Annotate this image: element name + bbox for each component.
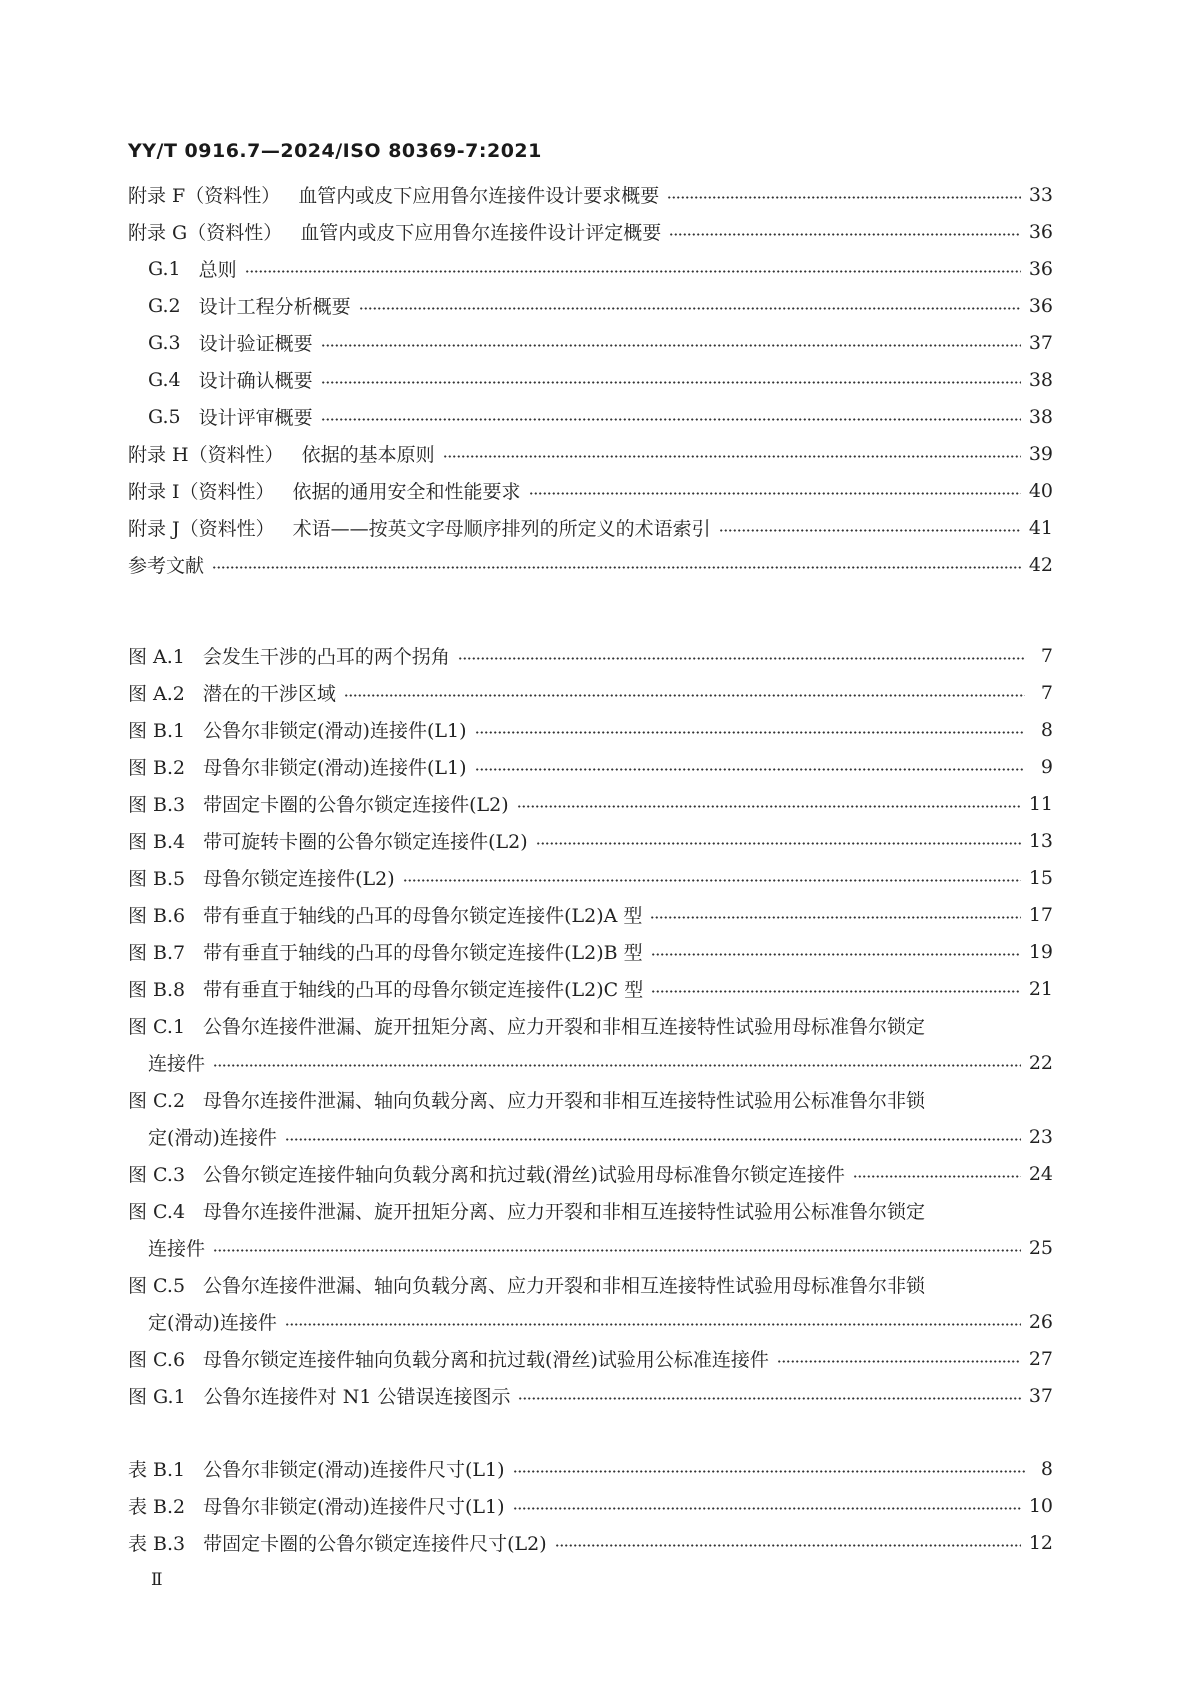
leader-dots — [513, 1470, 1026, 1473]
toc-entry-number: G.2 — [148, 294, 181, 317]
toc-entry-number: 图 C.5 — [128, 1275, 186, 1297]
toc-entry-number: 附录 H（资料性） — [128, 444, 284, 466]
toc-entry-page: 36 — [1028, 294, 1053, 317]
toc-entry-number: 图 B.1 — [128, 720, 186, 742]
toc-entry[interactable] — [128, 711, 1053, 748]
toc-entry-number: 图 C.1 — [128, 1016, 186, 1038]
toc-entry-number: G.4 — [148, 368, 181, 391]
toc-entry[interactable] — [128, 1081, 1053, 1155]
toc-entry-number: 表 B.2 — [128, 1496, 186, 1518]
toc-entry[interactable] — [128, 933, 1053, 970]
toc-entry-page: 38 — [1028, 405, 1053, 428]
toc-entry[interactable] — [128, 748, 1053, 785]
toc-entry-title: 公鲁尔非锁定(滑动)连接件(L1) — [203, 720, 467, 742]
toc-entry-title: 带固定卡圈的公鲁尔锁定连接件(L2) — [203, 794, 509, 816]
toc-entry-title: 会发生干涉的凸耳的两个拐角 — [202, 646, 450, 668]
footer-page-number: Ⅱ — [151, 1570, 163, 1590]
toc-annex-section — [128, 176, 1053, 583]
toc-entry-title: 设计确认概要 — [198, 370, 313, 392]
toc-entry-page: 42 — [1028, 553, 1053, 576]
toc-entry-title: 带有垂直于轴线的凸耳的母鲁尔锁定连接件(L2)C 型 — [203, 979, 644, 1001]
toc-entry-number: 图 B.5 — [128, 868, 186, 890]
toc-entry-page: 8 — [1040, 718, 1053, 741]
toc-entry-page: 33 — [1028, 183, 1053, 206]
toc-entry[interactable] — [128, 398, 1053, 435]
toc-entry[interactable] — [128, 1007, 1053, 1081]
toc-entry[interactable] — [128, 896, 1053, 933]
toc-entry[interactable] — [128, 361, 1053, 398]
leader-dots — [403, 879, 1021, 882]
toc-entry-page: 13 — [1028, 829, 1053, 852]
toc-entry-page: 25 — [1028, 1236, 1053, 1259]
toc-entry-page: 36 — [1028, 257, 1053, 280]
toc-entry[interactable] — [128, 287, 1053, 324]
toc-entry-title-continued: 定(滑动)连接件 — [148, 1312, 277, 1334]
leader-dots — [667, 196, 1021, 199]
leader-dots — [285, 1323, 1021, 1326]
toc-entry-page: 39 — [1028, 442, 1053, 465]
toc-entry[interactable] — [128, 1266, 1053, 1340]
toc-entry[interactable] — [128, 509, 1053, 546]
toc-entry-title: 母鲁尔非锁定(滑动)连接件尺寸(L1) — [203, 1496, 505, 1518]
leader-dots — [475, 731, 1026, 734]
toc-entry[interactable] — [128, 859, 1053, 896]
leader-dots — [475, 768, 1026, 771]
leader-dots — [853, 1175, 1021, 1178]
toc-entry-title-continued: 连接件 — [148, 1238, 206, 1260]
toc-entry-page: 10 — [1028, 1494, 1053, 1517]
leader-dots — [245, 270, 1021, 273]
leader-dots — [285, 1138, 1021, 1141]
toc-entry-page: 26 — [1028, 1310, 1053, 1333]
toc-entry-page: 27 — [1028, 1347, 1053, 1370]
toc-entry-number: 图 A.2 — [128, 683, 185, 705]
toc-entry-number: 附录 I（资料性） — [128, 481, 275, 503]
toc-entry-title: 带固定卡圈的公鲁尔锁定连接件尺寸(L2) — [203, 1533, 547, 1555]
toc-entry-number: 图 B.4 — [128, 831, 186, 853]
toc-entry-number: 附录 G（资料性） — [128, 222, 283, 244]
toc-entry[interactable] — [128, 970, 1053, 1007]
toc-entry-page: 7 — [1040, 681, 1053, 704]
toc-entry-page: 9 — [1040, 755, 1053, 778]
toc-entry-title: 总则 — [198, 259, 237, 281]
toc-table-section — [128, 1450, 1053, 1561]
toc-entry-number: 图 G.1 — [128, 1386, 186, 1408]
leader-dots — [555, 1544, 1021, 1547]
toc-entry-title: 依据的通用安全和性能要求 — [292, 481, 521, 503]
toc-entry-number: 表 B.3 — [128, 1533, 186, 1555]
toc-entry[interactable] — [128, 1155, 1053, 1192]
toc-entry-page: 41 — [1028, 516, 1053, 539]
toc-entry[interactable] — [128, 1524, 1053, 1561]
toc-entry-title: 血管内或皮下应用鲁尔连接件设计评定概要 — [300, 222, 662, 244]
leader-dots — [359, 307, 1021, 310]
toc-entry-number: G.5 — [148, 405, 181, 428]
toc-entry-page: 24 — [1028, 1162, 1053, 1185]
toc-entry[interactable] — [128, 1192, 1053, 1266]
leader-dots — [777, 1360, 1021, 1363]
toc-entry-title: 设计工程分析概要 — [198, 296, 351, 318]
leader-dots — [321, 418, 1021, 421]
toc-entry-page: 21 — [1028, 977, 1053, 1000]
toc-entry-title: 母鲁尔连接件泄漏、轴向负载分离、应力开裂和非相互连接特性试验用公标准鲁尔非锁 — [203, 1090, 926, 1112]
toc-figure-section — [128, 637, 1053, 1414]
leader-dots — [321, 344, 1021, 347]
toc-entry-page: 22 — [1028, 1051, 1053, 1074]
toc-entry-page: 36 — [1028, 220, 1053, 243]
toc-entry-page: 15 — [1028, 866, 1053, 889]
toc-entry-number: 图 C.3 — [128, 1164, 186, 1186]
leader-dots — [669, 233, 1021, 236]
toc-entry-title-continued: 连接件 — [148, 1053, 206, 1075]
toc-entry-number: G.1 — [148, 257, 181, 280]
leader-dots — [321, 381, 1021, 384]
leader-dots — [518, 1397, 1020, 1400]
leader-dots — [443, 455, 1021, 458]
toc-entry[interactable] — [128, 435, 1053, 472]
toc-entry-title: 带有垂直于轴线的凸耳的母鲁尔锁定连接件(L2)A 型 — [203, 905, 643, 927]
leader-dots — [517, 805, 1021, 808]
toc-entry-title: 血管内或皮下应用鲁尔连接件设计要求概要 — [298, 185, 660, 207]
toc-entry-page: 37 — [1028, 331, 1053, 354]
toc-entry[interactable] — [128, 822, 1053, 859]
toc-entry[interactable] — [128, 250, 1053, 287]
toc-entry-number: 附录 J（资料性） — [128, 518, 275, 540]
leader-dots — [344, 694, 1025, 697]
toc-entry-number: 图 B.8 — [128, 979, 186, 1001]
toc-entry-title: 带有垂直于轴线的凸耳的母鲁尔锁定连接件(L2)B 型 — [203, 942, 643, 964]
toc-entry[interactable] — [128, 1340, 1053, 1377]
toc-entry-number: 图 B.2 — [128, 757, 186, 779]
toc-entry[interactable] — [128, 472, 1053, 509]
toc-entry[interactable] — [128, 546, 1053, 583]
toc-entry-title: 设计验证概要 — [198, 333, 313, 355]
toc-entry-page: 12 — [1028, 1531, 1053, 1554]
toc-entry-number: 图 B.6 — [128, 905, 186, 927]
leader-dots — [529, 492, 1021, 495]
toc-entry-title: 依据的基本原则 — [301, 444, 435, 466]
toc-entry-number: 附录 F（资料性） — [128, 185, 281, 207]
toc-entry-page: 19 — [1028, 940, 1053, 963]
toc-entry-title: 母鲁尔连接件泄漏、旋开扭矩分离、应力开裂和非相互连接特性试验用公标准鲁尔锁定 — [203, 1201, 926, 1223]
toc-entry-page: 11 — [1028, 792, 1053, 815]
toc-entry[interactable] — [128, 1450, 1053, 1487]
toc-entry-title: 母鲁尔非锁定(滑动)连接件(L1) — [203, 757, 467, 779]
toc-entry-page: 37 — [1028, 1384, 1053, 1407]
toc-entry-page: 38 — [1028, 368, 1053, 391]
toc-entry-title: 公鲁尔连接件对 N1 公错误连接图示 — [203, 1386, 511, 1408]
toc-entry-number: 图 B.3 — [128, 794, 186, 816]
toc-entry-number: 图 C.4 — [128, 1201, 186, 1223]
toc-entry-page: 8 — [1040, 1457, 1053, 1480]
standard-number-header: YY/T 0916.7—2024/ISO 80369-7:2021 — [128, 140, 542, 162]
leader-dots — [212, 566, 1021, 569]
toc-entry[interactable] — [128, 1377, 1053, 1414]
toc-entry-title: 母鲁尔锁定连接件轴向负载分离和抗过载(滑丝)试验用公标准连接件 — [203, 1349, 769, 1371]
toc-entry[interactable] — [128, 213, 1053, 250]
toc-entry-title: 潜在的干涉区域 — [202, 683, 336, 705]
toc-entry-page: 23 — [1028, 1125, 1053, 1148]
toc-entry[interactable] — [128, 674, 1053, 711]
toc-entry-number: G.3 — [148, 331, 181, 354]
leader-dots — [719, 529, 1021, 532]
toc-entry-page: 40 — [1028, 479, 1053, 502]
toc-entry-number: 表 B.1 — [128, 1459, 186, 1481]
toc-entry[interactable] — [128, 176, 1053, 213]
toc-entry-title: 公鲁尔非锁定(滑动)连接件尺寸(L1) — [203, 1459, 505, 1481]
toc-entry-title: 母鲁尔锁定连接件(L2) — [203, 868, 395, 890]
toc-entry[interactable] — [128, 785, 1053, 822]
toc-entry-page: 17 — [1028, 903, 1053, 926]
toc-entry[interactable] — [128, 324, 1053, 361]
toc-entry-title: 带可旋转卡圈的公鲁尔锁定连接件(L2) — [203, 831, 528, 853]
leader-dots — [513, 1507, 1021, 1510]
leader-dots — [651, 953, 1021, 956]
toc-entry-page: 7 — [1040, 644, 1053, 667]
leader-dots — [213, 1249, 1021, 1252]
toc-entry-number: 图 C.2 — [128, 1090, 186, 1112]
toc-entry-title-continued: 定(滑动)连接件 — [148, 1127, 277, 1149]
leader-dots — [458, 657, 1025, 660]
leader-dots — [536, 842, 1021, 845]
toc-entry-title: 设计评审概要 — [198, 407, 313, 429]
toc-entry-title: 公鲁尔连接件泄漏、轴向负载分离、应力开裂和非相互连接特性试验用母标准鲁尔非锁 — [203, 1275, 926, 1297]
toc-entry-title: 公鲁尔连接件泄漏、旋开扭矩分离、应力开裂和非相互连接特性试验用母标准鲁尔锁定 — [203, 1016, 926, 1038]
toc-entry-number: 参考文献 — [128, 555, 205, 577]
leader-dots — [650, 916, 1020, 919]
leader-dots — [651, 990, 1021, 993]
toc-entry[interactable] — [128, 637, 1053, 674]
leader-dots — [213, 1064, 1021, 1067]
toc-entry-title: 公鲁尔锁定连接件轴向负载分离和抗过载(滑丝)试验用母标准鲁尔锁定连接件 — [203, 1164, 845, 1186]
toc-entry-number: 图 A.1 — [128, 646, 185, 668]
toc-entry-number: 图 C.6 — [128, 1349, 186, 1371]
toc-entry-title: 术语——按英文字母顺序排列的所定义的术语索引 — [292, 518, 711, 540]
toc-entry-number: 图 B.7 — [128, 942, 186, 964]
toc-entry[interactable] — [128, 1487, 1053, 1524]
